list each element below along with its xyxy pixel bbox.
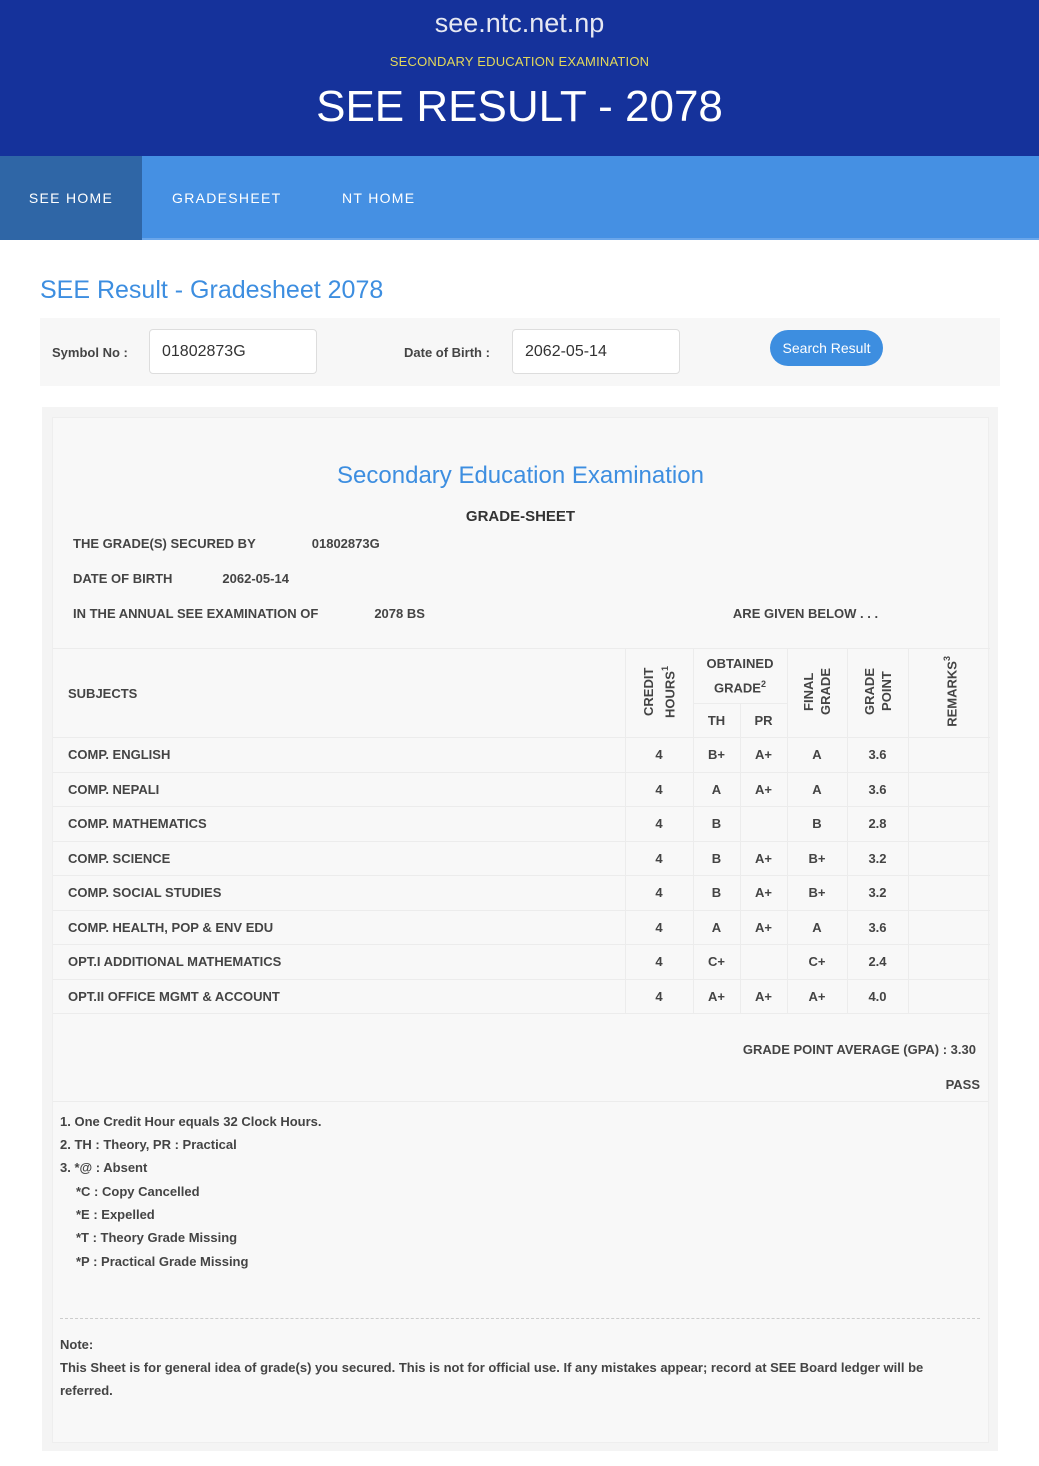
cell-pr [740,807,787,842]
sheet-heading: Secondary Education Examination [337,462,704,489]
cell-pr [740,945,787,980]
cell-th: C+ [693,945,740,980]
search-result-button[interactable]: Search Result [770,330,883,366]
cell-credit: 4 [625,841,693,876]
cell-gp: 3.6 [847,772,908,807]
dot-leader [429,608,729,620]
cell-th: B [693,876,740,911]
cell-gp: 2.4 [847,945,908,980]
footnote: 2. TH : Theory, PR : Practical [60,1137,237,1152]
exam-line-tail: ARE GIVEN BELOW . . . [732,606,879,621]
cell-remarks [908,945,990,980]
result-status: PASS [945,1077,980,1092]
nav-nt-home[interactable]: NT HOME [342,190,416,206]
gp-label-1: GRADE [861,668,877,715]
secured-by-label: THE GRADE(S) SECURED BY [73,536,256,551]
cell-subject: COMP. NEPALI [53,772,625,807]
col-final-grade [787,649,847,738]
cell-gp: 2.8 [847,807,908,842]
cell-credit: 4 [625,772,693,807]
cell-credit: 4 [625,910,693,945]
cell-th: A [693,772,740,807]
cell-th: B+ [693,738,740,773]
divider [53,1101,988,1102]
cell-gp: 3.2 [847,876,908,911]
cell-subject: COMP. MATHEMATICS [53,807,625,842]
grade-table [53,648,990,1014]
cell-remarks [908,841,990,876]
cell-remarks [908,772,990,807]
cell-final: A [787,910,847,945]
cell-remarks [908,876,990,911]
secured-by-value: 01802873G [311,536,380,551]
credit-hours-label [640,666,678,718]
dot-leader [322,608,370,620]
footnote: *C : Copy Cancelled [76,1184,200,1199]
header-title: SEE RESULT - 2078 [316,82,723,131]
dob-line-label: DATE OF BIRTH [73,571,173,586]
col-obtained-grade [693,649,787,704]
cell-pr: A+ [740,979,787,1014]
cell-subject: COMP. HEALTH, POP & ENV EDU [53,910,625,945]
gradesheet [42,407,998,1451]
grade-point-label [861,668,895,715]
cell-gp: 3.6 [847,910,908,945]
cell-subject: OPT.I ADDITIONAL MATHEMATICS [53,945,625,980]
dob-label: Date of Birth : [404,345,490,360]
cell-final: B [787,807,847,842]
col-subjects: SUBJECTS [53,649,625,738]
credit-label-1: CREDIT [640,667,656,716]
obtained-label-2: GRADE [714,680,761,696]
table-row [53,979,990,1014]
footnote-ref: 1 [659,665,670,671]
sheet-subheading: GRADE-SHEET [465,508,576,525]
note [60,1333,976,1402]
note-label: Note: [60,1337,94,1352]
remarks-label [939,656,960,727]
cell-subject: OPT.II OFFICE MGMT & ACCOUNT [53,979,625,1014]
col-credit-hours [625,649,693,738]
gpa-value: GRADE POINT AVERAGE (GPA) : 3.30 [742,1042,976,1057]
nav-gradesheet[interactable]: GRADESHEET [172,190,282,206]
footnote: *E : Expelled [76,1207,155,1222]
cell-pr: A+ [740,772,787,807]
note-text: This Sheet is for general idea of grade(s) you secured. This is not for official use. If any mistakes appear; record at SEE Board ledger will be referred. [60,1360,924,1398]
final-label-1: FINAL [801,672,816,711]
cell-remarks [908,979,990,1014]
cell-credit: 4 [625,979,693,1014]
cell-gp: 3.6 [847,738,908,773]
cell-credit: 4 [625,945,693,980]
cell-subject: COMP. SOCIAL STUDIES [53,876,625,911]
nav-see-home[interactable]: SEE HOME [0,156,142,240]
cell-gp: 4.0 [847,979,908,1014]
dot-leader [260,538,308,550]
cell-credit: 4 [625,807,693,842]
cell-remarks [908,910,990,945]
cell-th: B [693,841,740,876]
page-title: SEE Result - Gradesheet 2078 [40,276,384,304]
footnote: *P : Practical Grade Missing [76,1254,249,1269]
dot-leader [293,573,865,585]
table-row [53,807,990,842]
col-pr: PR [740,704,787,738]
footnote: *T : Theory Grade Missing [76,1230,238,1245]
cell-th: A [693,910,740,945]
gp-label-2: POINT [878,671,894,712]
gradesheet-inner [52,417,989,1443]
dob-input[interactable] [512,329,680,374]
footnote: 3. *@ : Absent [60,1160,148,1175]
cell-subject: COMP. SCIENCE [53,841,625,876]
cell-th: A+ [693,979,740,1014]
table-row [53,910,990,945]
cell-final: B+ [787,876,847,911]
dot-leader [384,538,880,550]
cell-remarks [908,807,990,842]
credit-label-2: HOURS [662,670,678,718]
dot-leader [176,573,218,585]
header-subtitle: SECONDARY EDUCATION EXAMINATION [389,54,650,69]
cell-subject: COMP. ENGLISH [53,738,625,773]
site-domain: see.ntc.net.np [434,8,605,38]
table-row [53,945,990,980]
cell-final: A [787,738,847,773]
final-grade-label [800,668,834,715]
dashed-divider [60,1318,980,1319]
footnote-ref: 2 [760,679,766,690]
nav-bar [0,156,1039,240]
table-row [53,876,990,911]
final-label-2: GRADE [818,668,833,715]
cell-final: A [787,772,847,807]
cell-pr: A+ [740,738,787,773]
cell-final: A+ [787,979,847,1014]
cell-final: B+ [787,841,847,876]
cell-remarks [908,738,990,773]
cell-final: C+ [787,945,847,980]
footnote: 1. One Credit Hour equals 32 Clock Hours. [60,1114,322,1129]
col-grade-point [847,649,908,738]
search-form [40,318,1000,386]
dob-line-value: 2062-05-14 [222,571,289,586]
exam-line [73,606,878,621]
exam-line-value: 2078 BS [374,606,425,621]
dob-line [73,571,869,586]
secured-by-line [73,536,884,551]
obtained-label-1: OBTAINED [706,656,774,672]
table-row [53,738,990,773]
cell-credit: 4 [625,876,693,911]
cell-pr: A+ [740,876,787,911]
grade-table-body [53,738,990,1014]
footnote-ref: 3 [941,656,952,662]
cell-pr: A+ [740,841,787,876]
site-header [0,0,1039,156]
remarks-label-text: REMARKS [943,661,959,727]
exam-line-label: IN THE ANNUAL SEE EXAMINATION OF [73,606,319,621]
col-remarks [908,649,990,738]
cell-pr: A+ [740,910,787,945]
table-row [53,772,990,807]
cell-credit: 4 [625,738,693,773]
symbol-label: Symbol No : [52,345,128,360]
cell-th: B [693,807,740,842]
cell-gp: 3.2 [847,841,908,876]
col-th: TH [693,704,740,738]
symbol-input[interactable] [149,329,317,374]
table-row [53,841,990,876]
